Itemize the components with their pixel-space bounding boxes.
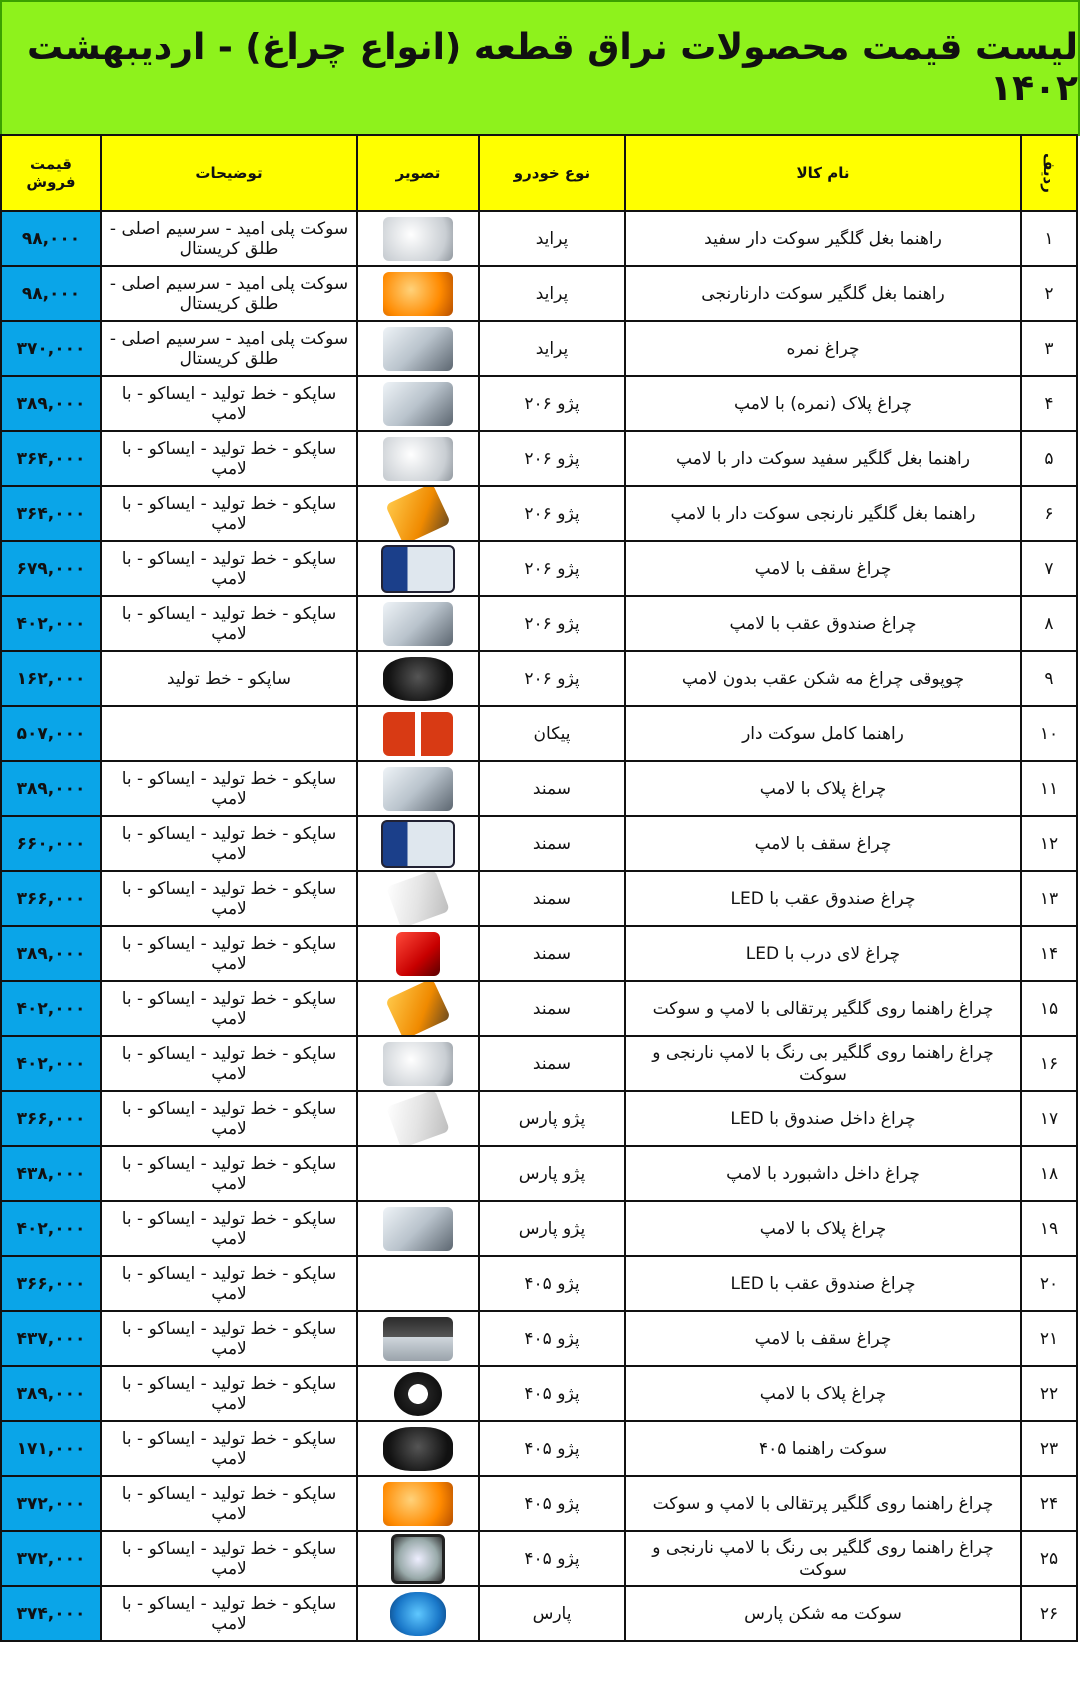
sale-price: ۴۰۲,۰۰۰ [1, 1201, 101, 1256]
table-header-row [1, 135, 1077, 211]
table-row [1, 1146, 1077, 1201]
sale-price: ۳۶۶,۰۰۰ [1, 1256, 101, 1311]
car-model: پژو ۲۰۶ [479, 376, 625, 431]
product-photo-icon [381, 545, 455, 593]
product-photo-icon [383, 437, 453, 481]
row-number: ۱۰ [1021, 706, 1077, 761]
product-photo-icon [383, 382, 453, 426]
product-description: ساپکو - خط تولید - ایساکو - با لامپ [101, 431, 357, 486]
sale-price: ۴۳۸,۰۰۰ [1, 1146, 101, 1201]
product-image [357, 541, 479, 596]
product-photo-icon [394, 1372, 442, 1416]
product-description: ساپکو - خط تولید - ایساکو - با لامپ [101, 1311, 357, 1366]
product-description: ساپکو - خط تولید - ایساکو - با لامپ [101, 1201, 357, 1256]
car-model: پژو ۲۰۶ [479, 596, 625, 651]
table-row [1, 761, 1077, 816]
product-photo-icon [396, 932, 440, 976]
product-description [101, 706, 357, 761]
header-row-no: ردیف [1021, 135, 1077, 211]
product-photo-icon [383, 327, 453, 371]
product-name: چراغ راهنما روی گلگیر بی رنگ با لامپ نارنجی و سوکت [625, 1531, 1021, 1586]
product-name: چراغ پلاک (نمره) با لامپ [625, 376, 1021, 431]
car-model: سمند [479, 981, 625, 1036]
product-photo-icon [391, 1534, 445, 1584]
row-number: ۲۱ [1021, 1311, 1077, 1366]
product-photo-icon [386, 1091, 450, 1146]
row-number: ۱۶ [1021, 1036, 1077, 1091]
row-number: ۵ [1021, 431, 1077, 486]
product-image [357, 1036, 479, 1091]
product-name: چراغ پلاک با لامپ [625, 1366, 1021, 1421]
car-model: سمند [479, 761, 625, 816]
product-image [357, 816, 479, 871]
product-description: ساپکو - خط تولید - ایساکو - با لامپ [101, 761, 357, 816]
table-row [1, 706, 1077, 761]
product-name: سوکت مه شکن پارس [625, 1586, 1021, 1641]
car-model: پارس [479, 1586, 625, 1641]
product-name: راهنما بغل گلگیر نارنجی سوکت دار با لامپ [625, 486, 1021, 541]
row-number: ۶ [1021, 486, 1077, 541]
sale-price: ۴۰۲,۰۰۰ [1, 1036, 101, 1091]
product-name: چراغ راهنما روی گلگیر بی رنگ با لامپ نارنجی و سوکت [625, 1036, 1021, 1091]
table-row [1, 1476, 1077, 1531]
car-model: پژو ۴۰۵ [479, 1366, 625, 1421]
product-photo-icon [381, 820, 455, 868]
row-number: ۲ [1021, 266, 1077, 321]
row-number: ۱ [1021, 211, 1077, 266]
price-table [0, 134, 1078, 1642]
row-number: ۱۳ [1021, 871, 1077, 926]
sale-price: ۳۷۲,۰۰۰ [1, 1476, 101, 1531]
product-image [357, 1256, 479, 1311]
car-model: سمند [479, 871, 625, 926]
table-row [1, 211, 1077, 266]
product-name: چراغ سقف با لامپ [625, 541, 1021, 596]
car-model: پژو ۲۰۶ [479, 431, 625, 486]
product-description: ساپکو - خط تولید - ایساکو - با لامپ [101, 871, 357, 926]
product-image [357, 981, 479, 1036]
product-description: ساپکو - خط تولید - ایساکو - با لامپ [101, 1421, 357, 1476]
car-model: سمند [479, 1036, 625, 1091]
product-description: سوکت پلی امید - سرسیم اصلی - طلق کریستال [101, 211, 357, 266]
header-price: قیمت فروش [1, 135, 101, 211]
sale-price: ۹۸,۰۰۰ [1, 266, 101, 321]
sale-price: ۱۶۲,۰۰۰ [1, 651, 101, 706]
table-row [1, 816, 1077, 871]
product-image [357, 486, 479, 541]
header-name: نام کالا [625, 135, 1021, 211]
car-model: سمند [479, 926, 625, 981]
sale-price: ۳۶۶,۰۰۰ [1, 871, 101, 926]
product-name: چراغ پلاک با لامپ [625, 761, 1021, 816]
car-model: سمند [479, 816, 625, 871]
car-model: پژو ۲۰۶ [479, 651, 625, 706]
sale-price: ۶۷۹,۰۰۰ [1, 541, 101, 596]
product-photo-icon [383, 712, 453, 756]
sale-price: ۴۰۲,۰۰۰ [1, 596, 101, 651]
table-row [1, 596, 1077, 651]
product-photo-icon [383, 767, 453, 811]
product-photo-icon [383, 1207, 453, 1251]
product-description: ساپکو - خط تولید - ایساکو - با لامپ [101, 1146, 357, 1201]
row-number: ۴ [1021, 376, 1077, 431]
table-row [1, 1421, 1077, 1476]
product-photo-icon [383, 1152, 453, 1196]
product-image [357, 926, 479, 981]
product-image [357, 1366, 479, 1421]
row-number: ۸ [1021, 596, 1077, 651]
product-photo-icon [383, 272, 453, 316]
row-number: ۱۱ [1021, 761, 1077, 816]
row-number: ۲۴ [1021, 1476, 1077, 1531]
product-photo-icon [385, 486, 451, 541]
product-description: ساپکو - خط تولید - ایساکو - با لامپ [101, 981, 357, 1036]
product-image [357, 1421, 479, 1476]
car-model: پژو ۴۰۵ [479, 1476, 625, 1531]
table-row [1, 376, 1077, 431]
product-description: ساپکو - خط تولید - ایساکو - با لامپ [101, 816, 357, 871]
page-title: لیست قیمت محصولات نراق قطعه (انواع چراغ) - اردیبهشت ۱۴۰۲ [27, 27, 1078, 109]
table-row [1, 431, 1077, 486]
product-image [357, 376, 479, 431]
car-model: پژو ۴۰۵ [479, 1256, 625, 1311]
car-model: پژو پارس [479, 1091, 625, 1146]
product-description: ساپکو - خط تولید - ایساکو - با لامپ [101, 1531, 357, 1586]
product-name: راهنما کامل سوکت دار [625, 706, 1021, 761]
product-description: ساپکو - خط تولید - ایساکو - با لامپ [101, 1036, 357, 1091]
product-name: چراغ داخل صندوق با LED [625, 1091, 1021, 1146]
sale-price: ۵۰۷,۰۰۰ [1, 706, 101, 761]
sale-price: ۳۸۹,۰۰۰ [1, 761, 101, 816]
product-image [357, 1311, 479, 1366]
row-number: ۳ [1021, 321, 1077, 376]
product-image [357, 596, 479, 651]
sale-price: ۶۶۰,۰۰۰ [1, 816, 101, 871]
product-image [357, 1531, 479, 1586]
row-number: ۹ [1021, 651, 1077, 706]
car-model: پراید [479, 321, 625, 376]
product-image [357, 266, 479, 321]
product-name: چراغ راهنما روی گلگیر پرتقالی با لامپ و سوکت [625, 981, 1021, 1036]
product-name: چراغ راهنما روی گلگیر پرتقالی با لامپ و سوکت [625, 1476, 1021, 1531]
table-body [1, 211, 1077, 1641]
row-number: ۲۲ [1021, 1366, 1077, 1421]
table-row [1, 1311, 1077, 1366]
product-image [357, 1586, 479, 1641]
product-name: راهنما بغل گلگیر سفید سوکت دار با لامپ [625, 431, 1021, 486]
product-photo-icon [383, 217, 453, 261]
sale-price: ۳۷۰,۰۰۰ [1, 321, 101, 376]
product-photo-icon [383, 1262, 453, 1306]
sale-price: ۳۸۹,۰۰۰ [1, 1366, 101, 1421]
table-row [1, 266, 1077, 321]
product-description: ساپکو - خط تولید - ایساکو - با لامپ [101, 1476, 357, 1531]
row-number: ۲۶ [1021, 1586, 1077, 1641]
car-model: پیکان [479, 706, 625, 761]
header-image: تصویر [357, 135, 479, 211]
car-model: پژو پارس [479, 1146, 625, 1201]
product-name: چراغ پلاک با لامپ [625, 1201, 1021, 1256]
table-row [1, 1256, 1077, 1311]
table-row [1, 1366, 1077, 1421]
sale-price: ۴۰۲,۰۰۰ [1, 981, 101, 1036]
product-photo-icon [383, 657, 453, 701]
table-row [1, 926, 1077, 981]
product-name: چراغ صندوق عقب با LED [625, 871, 1021, 926]
table-row [1, 871, 1077, 926]
product-name: چراغ سقف با لامپ [625, 1311, 1021, 1366]
product-image [357, 706, 479, 761]
row-number: ۱۵ [1021, 981, 1077, 1036]
product-image [357, 871, 479, 926]
sale-price: ۴۳۷,۰۰۰ [1, 1311, 101, 1366]
row-number: ۱۲ [1021, 816, 1077, 871]
product-photo-icon [383, 1427, 453, 1471]
product-image [357, 431, 479, 486]
row-number: ۱۷ [1021, 1091, 1077, 1146]
product-name: چراغ صندوق عقب با LED [625, 1256, 1021, 1311]
product-name: چراغ داخل داشبورد با لامپ [625, 1146, 1021, 1201]
table-row [1, 1036, 1077, 1091]
car-model: پژو ۴۰۵ [479, 1531, 625, 1586]
product-description: ساپکو - خط تولید - ایساکو - با لامپ [101, 541, 357, 596]
product-description: سوکت پلی امید - سرسیم اصلی - طلق کریستال [101, 266, 357, 321]
title-banner [0, 0, 1080, 136]
table-row [1, 1531, 1077, 1586]
product-photo-icon [383, 1317, 453, 1361]
table-row [1, 486, 1077, 541]
car-model: پژو ۴۰۵ [479, 1421, 625, 1476]
row-number: ۲۳ [1021, 1421, 1077, 1476]
product-description: ساپکو - خط تولید - ایساکو - با لامپ [101, 1091, 357, 1146]
car-model: پژو ۴۰۵ [479, 1311, 625, 1366]
car-model: پژو پارس [479, 1201, 625, 1256]
row-number: ۷ [1021, 541, 1077, 596]
table-row [1, 1091, 1077, 1146]
product-name: چوپوقی چراغ مه شکن عقب بدون لامپ [625, 651, 1021, 706]
sale-price: ۳۶۴,۰۰۰ [1, 486, 101, 541]
product-description: سوکت پلی امید - سرسیم اصلی - طلق کریستال [101, 321, 357, 376]
product-image [357, 651, 479, 706]
header-car: نوع خودرو [479, 135, 625, 211]
product-description: ساپکو - خط تولید - ایساکو - با لامپ [101, 596, 357, 651]
sale-price: ۳۸۹,۰۰۰ [1, 926, 101, 981]
product-name: سوکت راهنما ۴۰۵ [625, 1421, 1021, 1476]
table-row [1, 981, 1077, 1036]
sale-price: ۹۸,۰۰۰ [1, 211, 101, 266]
product-name: راهنما بغل گلگیر سوکت دارنارنجی [625, 266, 1021, 321]
product-description: ساپکو - خط تولید - ایساکو - با لامپ [101, 1586, 357, 1641]
table-row [1, 1586, 1077, 1641]
product-image [357, 1146, 479, 1201]
product-photo-icon [383, 602, 453, 646]
sale-price: ۳۶۶,۰۰۰ [1, 1091, 101, 1146]
product-photo-icon [385, 981, 451, 1036]
car-model: پراید [479, 266, 625, 321]
product-image [357, 1201, 479, 1256]
sale-price: ۳۷۲,۰۰۰ [1, 1531, 101, 1586]
table-row [1, 321, 1077, 376]
car-model: پژو ۲۰۶ [479, 486, 625, 541]
row-number: ۲۰ [1021, 1256, 1077, 1311]
product-photo-icon [383, 1042, 453, 1086]
product-name: چراغ لای درب با LED [625, 926, 1021, 981]
car-model: پراید [479, 211, 625, 266]
sale-price: ۳۷۴,۰۰۰ [1, 1586, 101, 1641]
table-row [1, 651, 1077, 706]
product-image [357, 1476, 479, 1531]
row-number: ۱۴ [1021, 926, 1077, 981]
sale-price: ۳۶۴,۰۰۰ [1, 431, 101, 486]
product-description: ساپکو - خط تولید - ایساکو - با لامپ [101, 376, 357, 431]
car-model: پژو ۲۰۶ [479, 541, 625, 596]
product-photo-icon [390, 1592, 446, 1636]
row-number: ۱۸ [1021, 1146, 1077, 1201]
product-description: ساپکو - خط تولید - ایساکو - با لامپ [101, 1256, 357, 1311]
product-image [357, 1091, 479, 1146]
product-image [357, 761, 479, 816]
product-image [357, 211, 479, 266]
product-name: راهنما بغل گلگیر سوکت دار سفید [625, 211, 1021, 266]
header-desc: توضیحات [101, 135, 357, 211]
product-photo-icon [386, 871, 450, 926]
product-image [357, 321, 479, 376]
sale-price: ۳۸۹,۰۰۰ [1, 376, 101, 431]
product-name: چراغ سقف با لامپ [625, 816, 1021, 871]
sale-price: ۱۷۱,۰۰۰ [1, 1421, 101, 1476]
product-name: چراغ نمره [625, 321, 1021, 376]
row-number: ۲۵ [1021, 1531, 1077, 1586]
product-name: چراغ صندوق عقب با لامپ [625, 596, 1021, 651]
product-description: ساپکو - خط تولید - ایساکو - با لامپ [101, 486, 357, 541]
row-number: ۱۹ [1021, 1201, 1077, 1256]
product-photo-icon [383, 1482, 453, 1526]
table-row [1, 1201, 1077, 1256]
table-row [1, 541, 1077, 596]
product-description: ساپکو - خط تولید - ایساکو - با لامپ [101, 926, 357, 981]
product-description: ساپکو - خط تولید - ایساکو - با لامپ [101, 1366, 357, 1421]
product-description: ساپکو - خط تولید [101, 651, 357, 706]
